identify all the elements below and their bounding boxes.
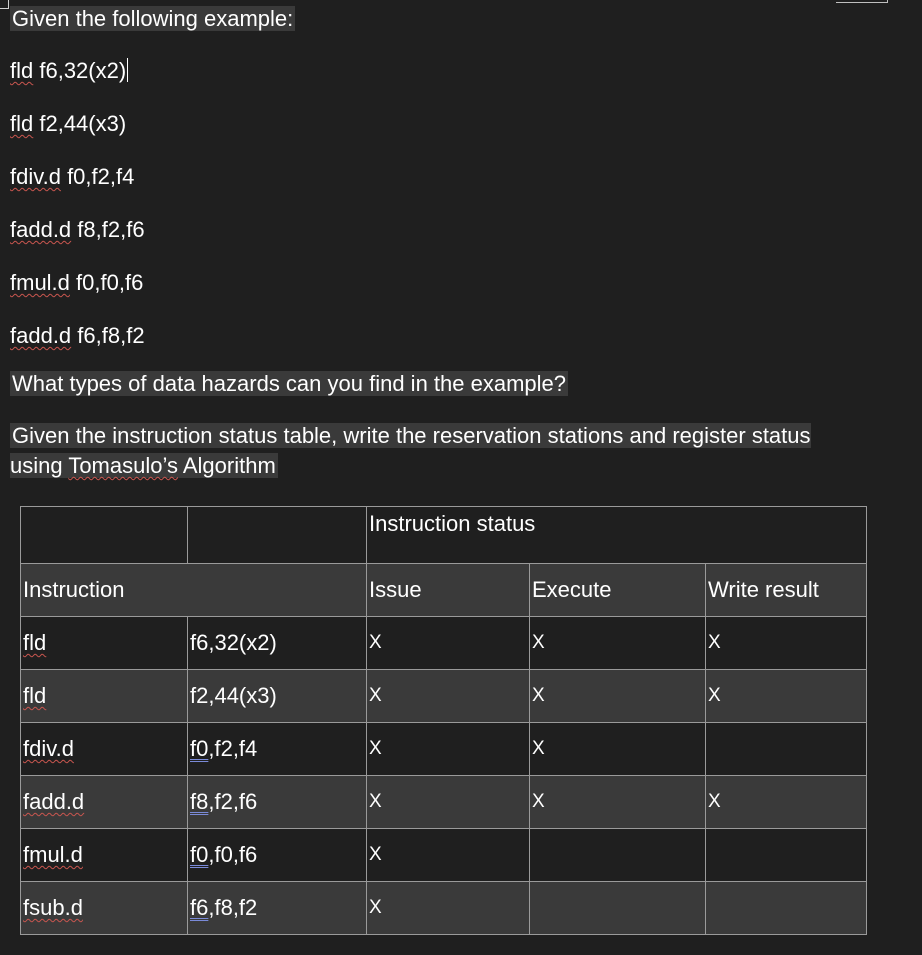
issue-column-header: Issue (367, 564, 530, 617)
operands: f6,f8,f2 (71, 323, 145, 348)
write-result-column-header: Write result (706, 564, 867, 617)
write-cell: X (706, 776, 867, 829)
operands: f0,f0,f6 (69, 270, 144, 295)
opcode: fadd.d (10, 323, 72, 348)
execute-cell: X (530, 617, 706, 670)
instruction-status-header: Instruction status (367, 507, 867, 564)
instruction-status-table (20, 506, 867, 935)
issue-cell: X (367, 776, 530, 829)
code-line-4 (10, 216, 145, 244)
table-row (21, 776, 867, 829)
opcode: fmul.d (10, 270, 70, 295)
write-cell (706, 723, 867, 776)
table-row (21, 829, 867, 882)
opcode-cell: fadd.d (21, 776, 188, 829)
issue-cell: X (367, 829, 530, 882)
code-line-2 (10, 110, 126, 138)
table-cell (188, 507, 367, 564)
question-tomasulo: Given the instruction status table, write the reservation stations and register status using Tomasulo’s Algorithm (10, 423, 811, 478)
opcode-cell: fdiv.d (21, 723, 188, 776)
question-hazards: What types of data hazards can you find in the example? (12, 371, 566, 396)
execute-cell (530, 882, 706, 935)
table-header-row (21, 564, 867, 617)
execute-cell: X (530, 723, 706, 776)
intro-text: Given the following example: (12, 6, 294, 31)
opcode-cell: fsub.d (21, 882, 188, 935)
operands: f2,44(x3) (33, 111, 127, 136)
issue-cell: X (367, 723, 530, 776)
write-cell (706, 829, 867, 882)
table-row (21, 882, 867, 935)
code-line-1 (10, 57, 128, 85)
issue-cell: X (367, 670, 530, 723)
code-line-5 (10, 269, 143, 297)
operands-cell: f0,f0,f6 (188, 829, 367, 882)
operands-cell: f8,f2,f6 (188, 776, 367, 829)
operands-cell: f6,f8,f2 (188, 882, 367, 935)
selection-corner-marker (0, 0, 9, 9)
execute-cell (530, 829, 706, 882)
operands-cell: f2,44(x3) (188, 670, 367, 723)
instruction-column-header: Instruction (21, 564, 367, 617)
operands: f8,f2,f6 (71, 217, 145, 242)
table-row (21, 723, 867, 776)
table-row (21, 670, 867, 723)
opcode: fld (10, 58, 34, 83)
code-line-3 (10, 163, 134, 191)
issue-cell: X (367, 617, 530, 670)
opcode-cell: fld (21, 670, 188, 723)
operands-cell: f0,f2,f4 (188, 723, 367, 776)
operands-cell: f6,32(x2) (188, 617, 367, 670)
opcode: fld (10, 111, 34, 136)
write-cell: X (706, 617, 867, 670)
operands: f0,f2,f4 (60, 164, 135, 189)
operands: f6,32(x2) (33, 58, 127, 83)
opcode-cell: fld (21, 617, 188, 670)
execute-cell: X (530, 776, 706, 829)
page-edge-marker (836, 2, 888, 3)
table-row (21, 617, 867, 670)
code-line-6 (10, 322, 145, 350)
text-cursor (127, 58, 128, 82)
write-cell: X (706, 670, 867, 723)
opcode: fdiv.d (10, 164, 61, 189)
table-group-header-row (21, 507, 867, 564)
issue-cell: X (367, 882, 530, 935)
opcode: fadd.d (10, 217, 72, 242)
table-cell (21, 507, 188, 564)
execute-cell: X (530, 670, 706, 723)
write-cell (706, 882, 867, 935)
execute-column-header: Execute (530, 564, 706, 617)
opcode-cell: fmul.d (21, 829, 188, 882)
page-edge-tick (887, 0, 888, 3)
